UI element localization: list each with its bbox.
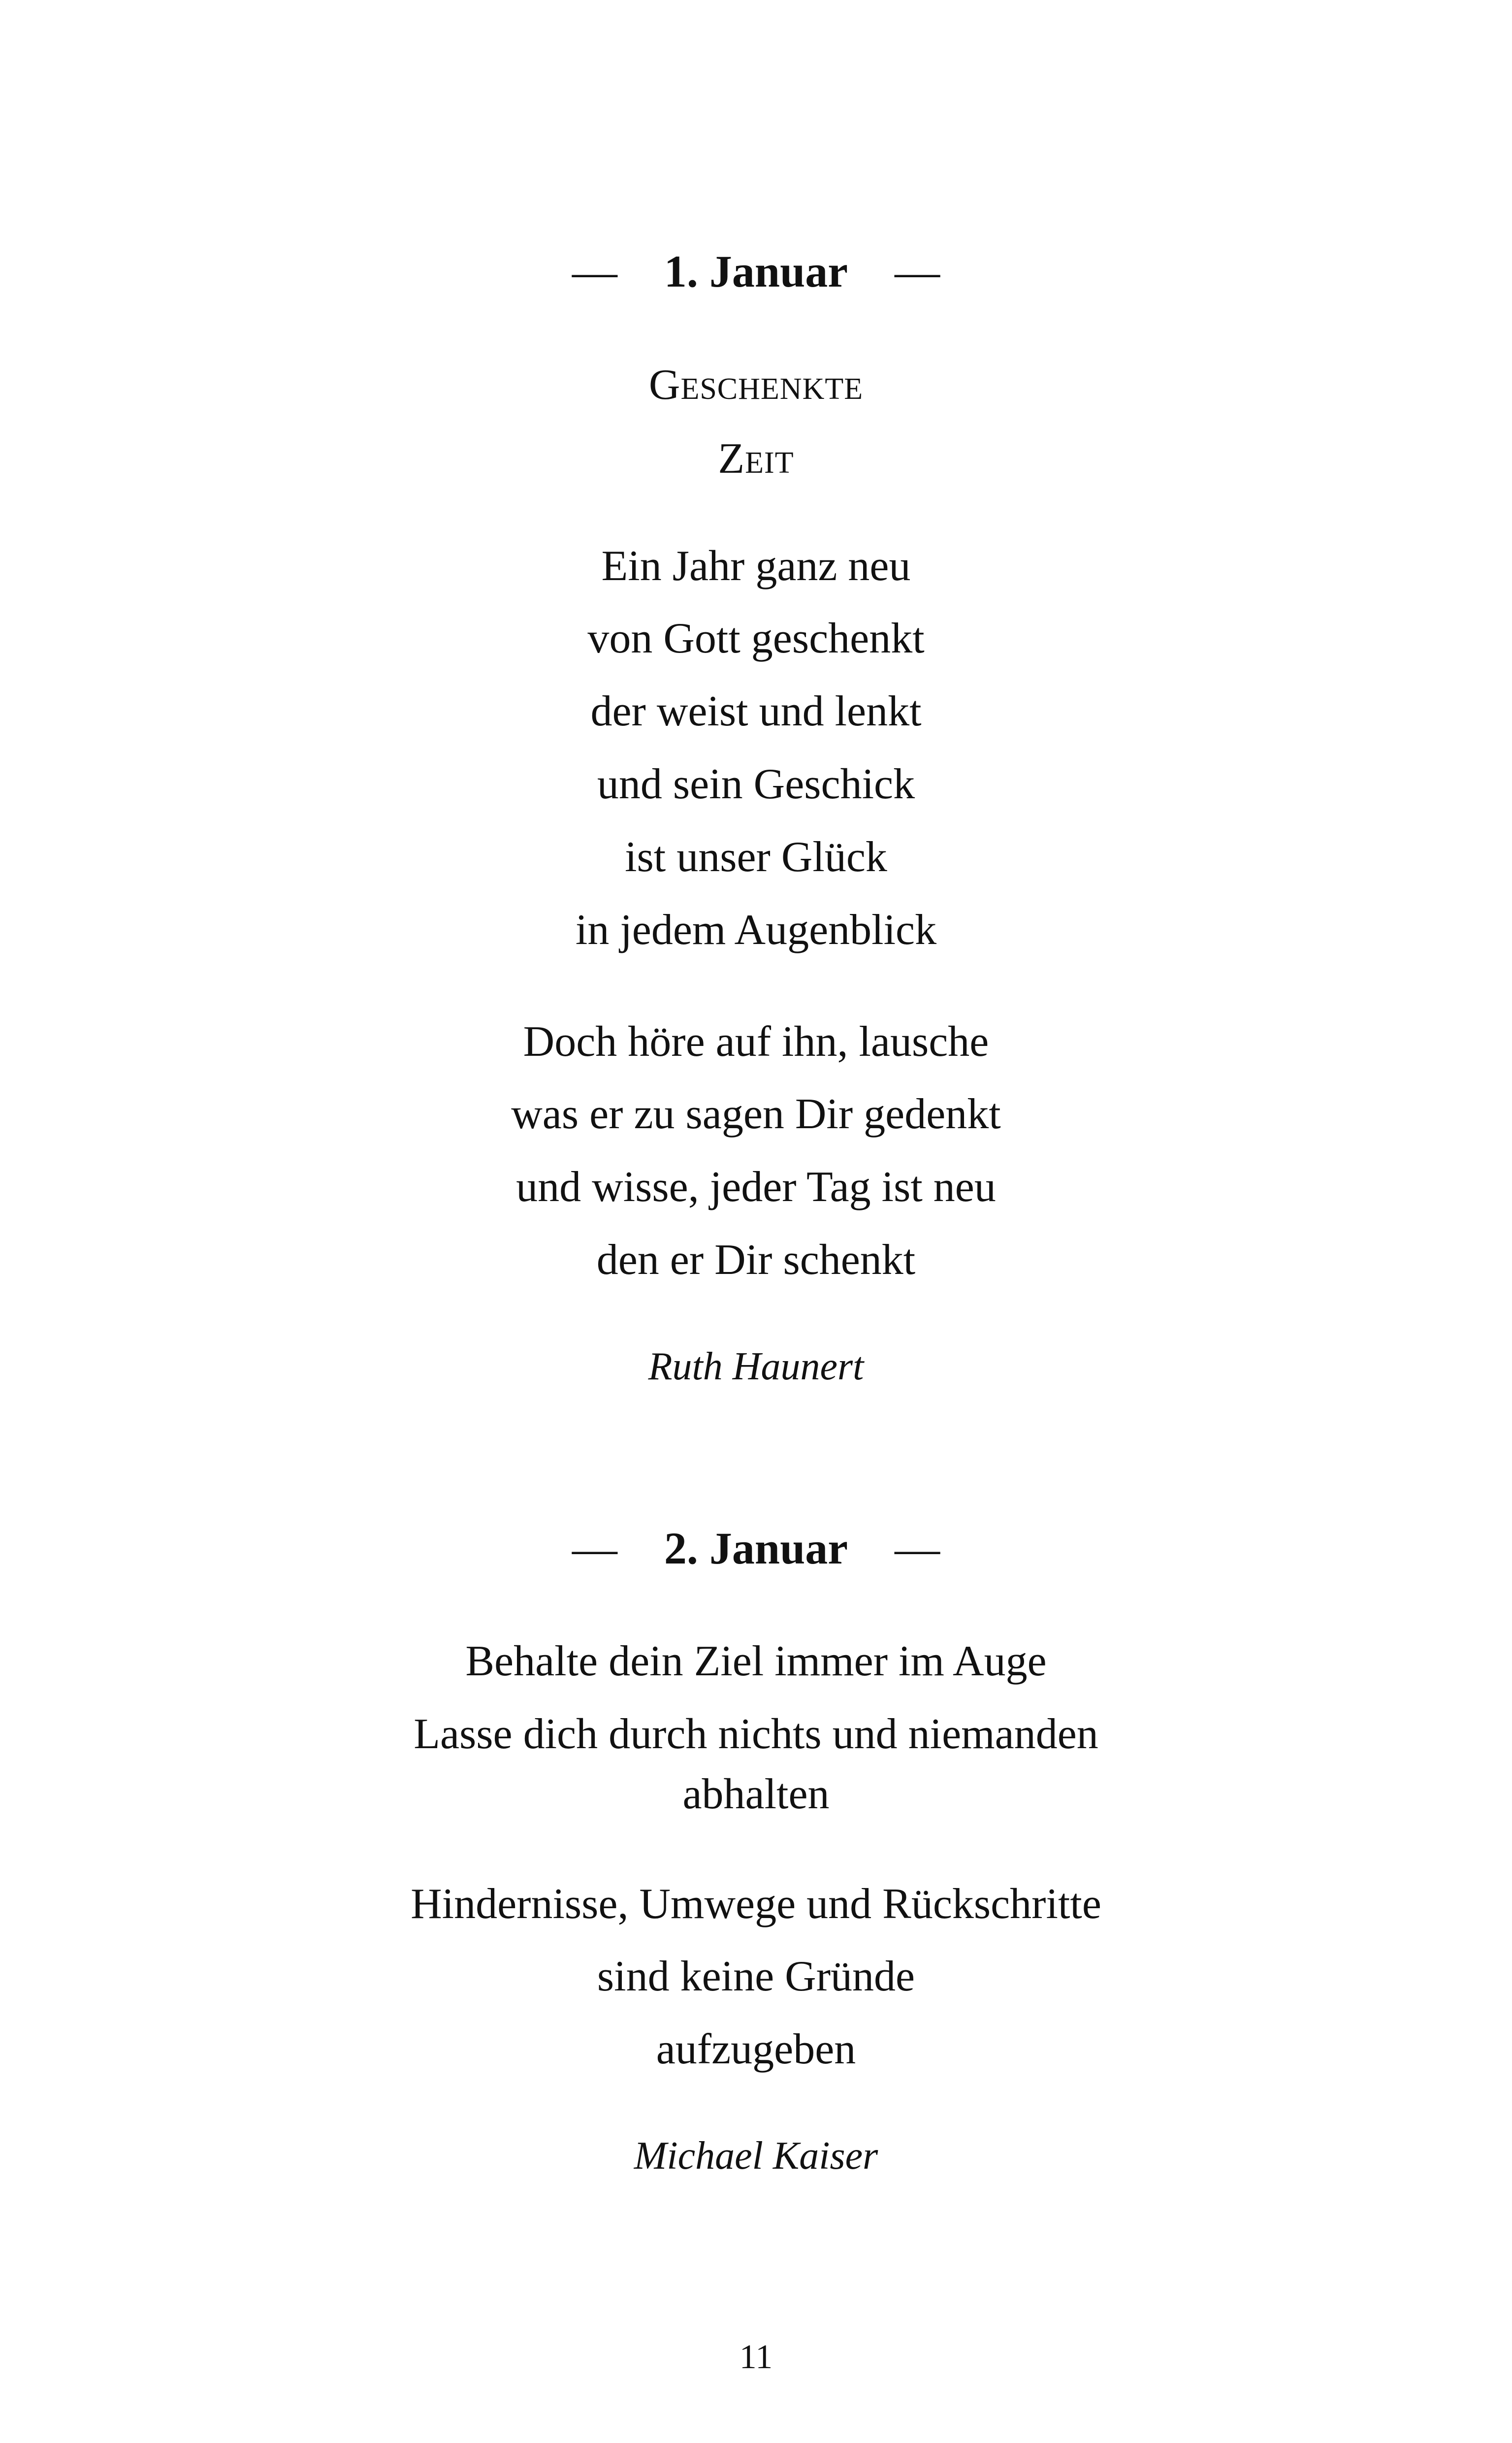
date-heading-1 bbox=[0, 246, 1512, 296]
verse-line: Hindernisse, Umwege und Rückschritte bbox=[411, 1880, 1101, 1928]
author-name: Michael Kaiser bbox=[634, 2134, 878, 2178]
author-name: Ruth Haunert bbox=[648, 1345, 864, 1388]
dash-right: — bbox=[895, 246, 940, 296]
verse-line: Ein Jahr ganz neu bbox=[601, 542, 911, 590]
dash-right: — bbox=[895, 1523, 940, 1573]
poem-title-line-1: Geschenkte bbox=[648, 361, 864, 409]
dash-left: — bbox=[572, 1523, 617, 1573]
verse-line: aufzugeben bbox=[656, 2025, 856, 2073]
verse-line: sind keine Gründe bbox=[597, 1953, 915, 2000]
verse-line: was er zu sagen Dir gedenkt bbox=[511, 1090, 1001, 1138]
verse-line: und sein Geschick bbox=[597, 760, 915, 808]
date-label: 1. Januar bbox=[664, 246, 848, 296]
verse-line: von Gott geschenkt bbox=[587, 615, 925, 662]
verse-line: der weist und lenkt bbox=[590, 687, 922, 735]
dash-left: — bbox=[572, 246, 617, 296]
verse-line: abhalten bbox=[682, 1770, 830, 1818]
poem-title-line-2: Zeit bbox=[718, 435, 794, 483]
date-label: 2. Januar bbox=[664, 1523, 848, 1573]
verse-line: Doch höre auf ihn, lausche bbox=[523, 1018, 989, 1066]
date-heading-2 bbox=[0, 1523, 1512, 1573]
verse-line: in jedem Augenblick bbox=[575, 906, 937, 954]
verse-line: Lasse dich durch nichts und niemanden bbox=[414, 1710, 1098, 1758]
verse-line: Behalte dein Ziel immer im Auge bbox=[465, 1637, 1047, 1685]
verse-line: ist unser Glück bbox=[625, 833, 887, 881]
verse-line: und wisse, jeder Tag ist neu bbox=[516, 1163, 996, 1211]
verse-line: den er Dir schenkt bbox=[596, 1236, 916, 1284]
page-number: 11 bbox=[739, 2338, 773, 2376]
